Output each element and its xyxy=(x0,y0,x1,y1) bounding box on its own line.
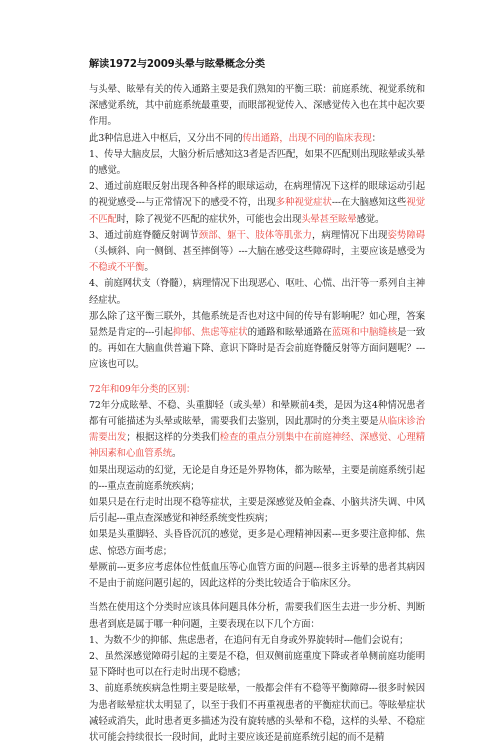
body-text: 1、为数不少的抑郁、焦虑患者，在追问有无自身或外界旋转时---他们会说有； xyxy=(89,634,409,646)
body-text: 1、传导大脑皮层，大脑分析后感知这3者是否匹配，如果不匹配则出现眩晕或头晕的感觉。 xyxy=(89,148,425,177)
body-text: 那么除了这平衡三联外，其他系统是否也对这中间的传导有影响呢？如心理，答案显然是肯定的---引起 xyxy=(89,310,425,339)
paragraph-container xyxy=(89,82,425,746)
paragraph-p16 xyxy=(89,649,425,681)
body-text: 感觉。 xyxy=(356,213,385,225)
paragraph-p7 xyxy=(89,309,425,374)
highlighted-text: 检查的重点分别集中在前庭神经、深感觉、心理精神因素和心血管系统 xyxy=(89,432,425,460)
body-text: 2、通过前庭眼反射出现各种各样的眼球运动，在病理情况下这样的眼球运动引起的视觉感受---与正常情况下的感受不符，出现 xyxy=(89,181,425,209)
highlighted-text: 颈部、躯干、肢体等肌张力 xyxy=(198,229,312,241)
highlighted-text: 头晕甚至眩晕 xyxy=(301,213,357,225)
paragraph-p1 xyxy=(89,82,425,131)
paragraph-p4 xyxy=(89,179,425,228)
body-text: 72年和09年分类的区别： xyxy=(89,383,196,395)
highlighted-text: 姿势障碍 xyxy=(387,229,425,241)
document-body xyxy=(89,57,425,746)
paragraph-p5 xyxy=(89,228,425,277)
body-text: 72年分成眩晕、不稳、头重脚轻（或头晕）和晕厥前4类，是因为这4种情况患者都有可能描述为头晕或眩晕，需要我们去鉴别，因此那时的分类主要是 xyxy=(89,399,425,428)
body-text: ： xyxy=(371,132,381,144)
body-text: 时，除了视觉不匹配的症状外，可能也会出现 xyxy=(116,213,302,225)
body-text: 的通路和眩晕通路在 xyxy=(247,327,332,339)
paragraph-p10 xyxy=(89,463,425,495)
body-text: 此3种信息进入中枢后，又分出不同的 xyxy=(89,132,243,144)
document-title: 解读1972与2009头晕与眩晕概念分类 xyxy=(89,59,265,70)
paragraph-p9 xyxy=(89,398,425,463)
paragraph-p2 xyxy=(89,131,425,147)
paragraph-p15 xyxy=(89,633,425,649)
highlighted-text: 视觉不匹配 xyxy=(89,197,425,225)
body-text: 如果出现运动的幻觉，无论是自身还是外界物体，都为眩晕，主要是前庭系统引起的---重点查前庭系统疾病； xyxy=(89,464,425,492)
body-text: 是一致的。再如在大脑血供普遍下降、意识下降时是否会前庭脊髓反射等方面问题呢？---应该也可以。 xyxy=(89,327,425,371)
body-text: 如果是头重脚轻、头昏昏沉沉的感觉，更多是心理精神因素---更多要注意抑郁、焦虑、惊恐方面考虑； xyxy=(89,529,425,557)
body-text: ，病理情况下出现 xyxy=(312,229,388,241)
highlighted-text: 不稳或不平衡 xyxy=(89,262,145,274)
body-text: 2、虽然深感觉障碍引起的主要是不稳，但双侧前庭重度下降或者单侧前庭功能明显下降时也可以在行走时出现不稳感； xyxy=(89,650,425,679)
paragraph-p12 xyxy=(89,527,425,559)
highlighted-text: 传出通路，出现不同的临床表现 xyxy=(242,132,372,144)
body-text: 晕厥前---更多应考虑体位性低血压等心血管方面的问题---很多主诉晕的患者其病因不是由于前庭问题引起的，因此这样的分类比较适合于临床区分。 xyxy=(89,561,425,590)
body-text: 3、前庭系统疾病急性期主要是眩晕，一般都会伴有不稳等平衡障碍---很多时候因为患者眩晕症状太明显了，以至于我们不再重视患者的平衡症状而已。等眩晕症状减轻或消失，此时患者更多描述为没有旋转感的头晕和不稳，这样的头晕、不稳症状可能会持续很长一段时间，此时主要应该还是前庭系统引起的而不是精 xyxy=(89,683,425,743)
body-text: 。 xyxy=(144,262,154,274)
paragraph-p11 xyxy=(89,495,425,527)
body-text: ---在大脑感知这些 xyxy=(331,197,407,209)
paragraph-p17 xyxy=(89,681,425,746)
highlighted-text: 蓝斑和中脑缝核 xyxy=(331,327,398,339)
body-text: 。 xyxy=(172,448,182,460)
paragraph-p14 xyxy=(89,600,425,632)
body-text: 3、通过前庭脊髓反射调节 xyxy=(89,229,199,241)
highlighted-text: 抑郁、焦虑等症状 xyxy=(172,327,248,339)
paragraph-p3 xyxy=(89,147,425,179)
body-text: （头倾斜、向一侧倒、甚至摔倒等）---大脑在感受这些障碍时，主要应该是感受为 xyxy=(89,246,425,258)
body-text: 与头晕、眩晕有关的传入通路主要是我们熟知的平衡三联：前庭系统、视觉系统和深感觉系统，其中前庭系统最重要，而眼部视觉传入、深感觉传入也在其中起次要作用。 xyxy=(89,84,425,128)
paragraph-p8 xyxy=(89,382,425,398)
body-text: 当然在使用这个分类时应该具体问题具体分析，需要我们医生去进一步分析、判断患者到底是属于哪一种问题，主要表现在以下几个方面： xyxy=(89,602,425,630)
body-text: ；根据这样的分类我们 xyxy=(126,432,220,444)
body-text: 4、前庭网状支（脊髓），病理情况下出现恶心、呕吐、心慌、出汗等一系列自主神经症状。 xyxy=(89,278,425,306)
body-text: 如果只是在行走时出现不稳等症状，主要是深感觉及帕金森、小脑共济失调、中风后引起---重点查深感觉和神经系统变性疾病； xyxy=(89,497,425,525)
paragraph-p6 xyxy=(89,276,425,308)
paragraph-p13 xyxy=(89,560,425,592)
highlighted-text: 多种视觉症状 xyxy=(275,197,332,209)
highlighted-text: 从临床诊治需要出发 xyxy=(89,416,425,444)
